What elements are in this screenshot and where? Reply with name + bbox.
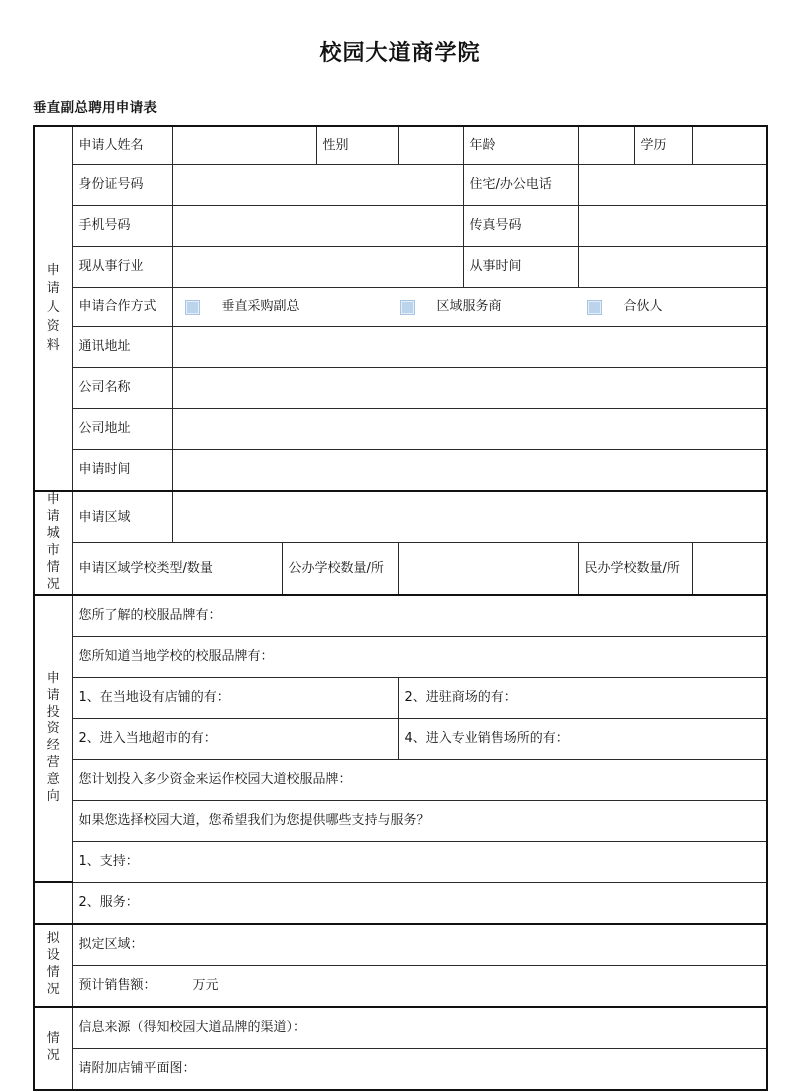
checkbox-label: 区域服务商 [436,299,502,315]
table-row [34,965,767,1007]
table-row [34,595,767,637]
checkbox-option-vertical-purchasing-vp[interactable] [185,298,300,316]
expected-sales-label-text: 预计销售额： [78,977,157,993]
field-label-planned-area[interactable]: 拟定区域： [72,924,767,966]
input-company-name[interactable] [172,368,767,409]
section-label-investment-line2: 投资 [46,704,60,737]
field-label-info-source[interactable]: 信息来源（得知校园大道品牌的渠道）： [72,1007,767,1049]
field-label-channel-malls[interactable]: 2、进驻商场的有： [398,677,767,718]
field-label-known-uniform-brands[interactable]: 您所了解的校服品牌有： [72,595,767,637]
section-label-city-line2: 城市 [46,525,60,558]
checkbox-label: 垂直采购副总 [221,299,300,315]
field-label-support[interactable]: 1、支持： [72,841,767,882]
checkbox-icon[interactable] [400,300,415,315]
section-label-investment-continued [34,882,72,924]
input-gender[interactable] [398,126,463,165]
field-label-apply-region: 申请区域 [72,491,172,543]
input-fax[interactable] [578,206,767,247]
table-row [34,924,767,966]
section-label-planned-line2: 情况 [46,965,60,997]
input-education[interactable] [692,126,767,165]
page-title: 校园大道商学院 [319,41,481,66]
field-label-service[interactable]: 2、服务： [72,882,767,924]
section-label-investment [34,595,72,883]
form-subtitle: 垂直副总聘用申请表 [33,100,158,117]
field-label-expected-sales[interactable] [72,965,767,1007]
field-label-fax: 传真号码 [463,206,578,247]
field-label-company-address: 公司地址 [72,409,172,450]
checkbox-icon[interactable] [587,300,602,315]
field-label-planned-capital[interactable]: 您计划投入多少资金来运作校园大道校服品牌： [72,759,767,800]
table-row [34,841,767,882]
table-row [34,126,767,165]
input-applicant-name[interactable] [172,126,316,165]
field-label-support-question[interactable]: 如果您选择校园大道，您希望我们为您提供哪些支持与服务？ [72,800,767,841]
input-id-number[interactable] [172,165,463,206]
input-apply-time[interactable] [172,450,767,492]
table-row [34,882,767,924]
table-row [34,1048,767,1090]
table-row [34,409,767,450]
table-row [34,1007,767,1049]
expected-sales-unit: 万元 [192,977,219,993]
field-label-local-school-uniform-brands[interactable]: 您所知道当地学校的校服品牌有： [72,636,767,677]
table-row [34,718,767,759]
table-row [34,677,767,718]
checkbox-row [173,288,767,326]
table-row [34,288,767,327]
section-label-investment-line3: 经营 [46,738,60,771]
section-label-investment-line4: 意向 [46,772,60,804]
field-label-company-name: 公司名称 [72,368,172,409]
field-label-cooperation-type: 申请合作方式 [72,288,172,327]
input-public-school-count[interactable] [398,543,578,595]
field-label-channel-professional-outlets[interactable]: 4、进入专业销售场所的有： [398,718,767,759]
input-home-office-phone[interactable] [578,165,767,206]
field-label-applicant-name: 申请人姓名 [72,126,172,165]
checkbox-label: 合伙人 [623,299,663,315]
section-label-planned-line1: 拟设 [46,931,60,964]
cooperation-options-group [172,288,767,327]
section-label-applicant-text: 申请人资料 [46,262,60,353]
input-private-school-count[interactable] [692,543,767,595]
section-label-planned [34,924,72,1007]
application-form-table [33,125,768,1090]
section-label-city [34,491,72,594]
table-row [34,543,767,595]
input-company-address[interactable] [172,409,767,450]
section-label-investment-line1: 申请 [46,670,60,703]
input-duration[interactable] [578,247,767,288]
table-row [34,800,767,841]
field-label-channel-supermarkets[interactable]: 2、进入当地超市的有： [72,718,398,759]
field-label-industry: 现从事行业 [72,247,172,288]
input-mailing-address[interactable] [172,327,767,368]
input-apply-region[interactable] [172,491,767,543]
section-label-other [34,1007,72,1090]
checkbox-option-partner[interactable] [587,298,663,316]
field-label-mailing-address: 通讯地址 [72,327,172,368]
field-label-store-floorplan[interactable]: 请附加店铺平面图： [72,1048,767,1090]
table-row [34,450,767,492]
field-label-apply-time: 申请时间 [72,450,172,492]
field-label-channel-local-stores[interactable]: 1、在当地设有店铺的有： [72,677,398,718]
section-label-city-line1: 申请 [46,492,60,525]
field-label-education: 学历 [634,126,692,165]
table-row [34,247,767,288]
input-mobile[interactable] [172,206,463,247]
input-industry[interactable] [172,247,463,288]
field-label-home-office-phone: 住宅/办公电话 [463,165,578,206]
field-label-private-school-count: 民办学校数量/所 [578,543,692,595]
section-label-other-text: 情况 [46,1031,60,1064]
field-label-public-school-count: 公办学校数量/所 [282,543,398,595]
field-label-duration: 从事时间 [463,247,578,288]
field-label-school-type-count: 申请区域学校类型/数量 [72,543,282,595]
table-row [34,636,767,677]
field-label-gender: 性别 [316,126,398,165]
table-row [34,327,767,368]
section-label-city-line3: 情况 [46,559,60,592]
field-label-id-number: 身份证号码 [72,165,172,206]
field-label-mobile: 手机号码 [72,206,172,247]
checkbox-icon[interactable] [185,300,200,315]
table-row [34,206,767,247]
input-age[interactable] [578,126,634,165]
table-row [34,165,767,206]
checkbox-option-regional-service-provider[interactable] [400,298,502,316]
table-row [34,491,767,543]
table-row [34,368,767,409]
section-label-applicant [34,126,72,491]
field-label-age: 年龄 [463,126,578,165]
table-row [34,759,767,800]
